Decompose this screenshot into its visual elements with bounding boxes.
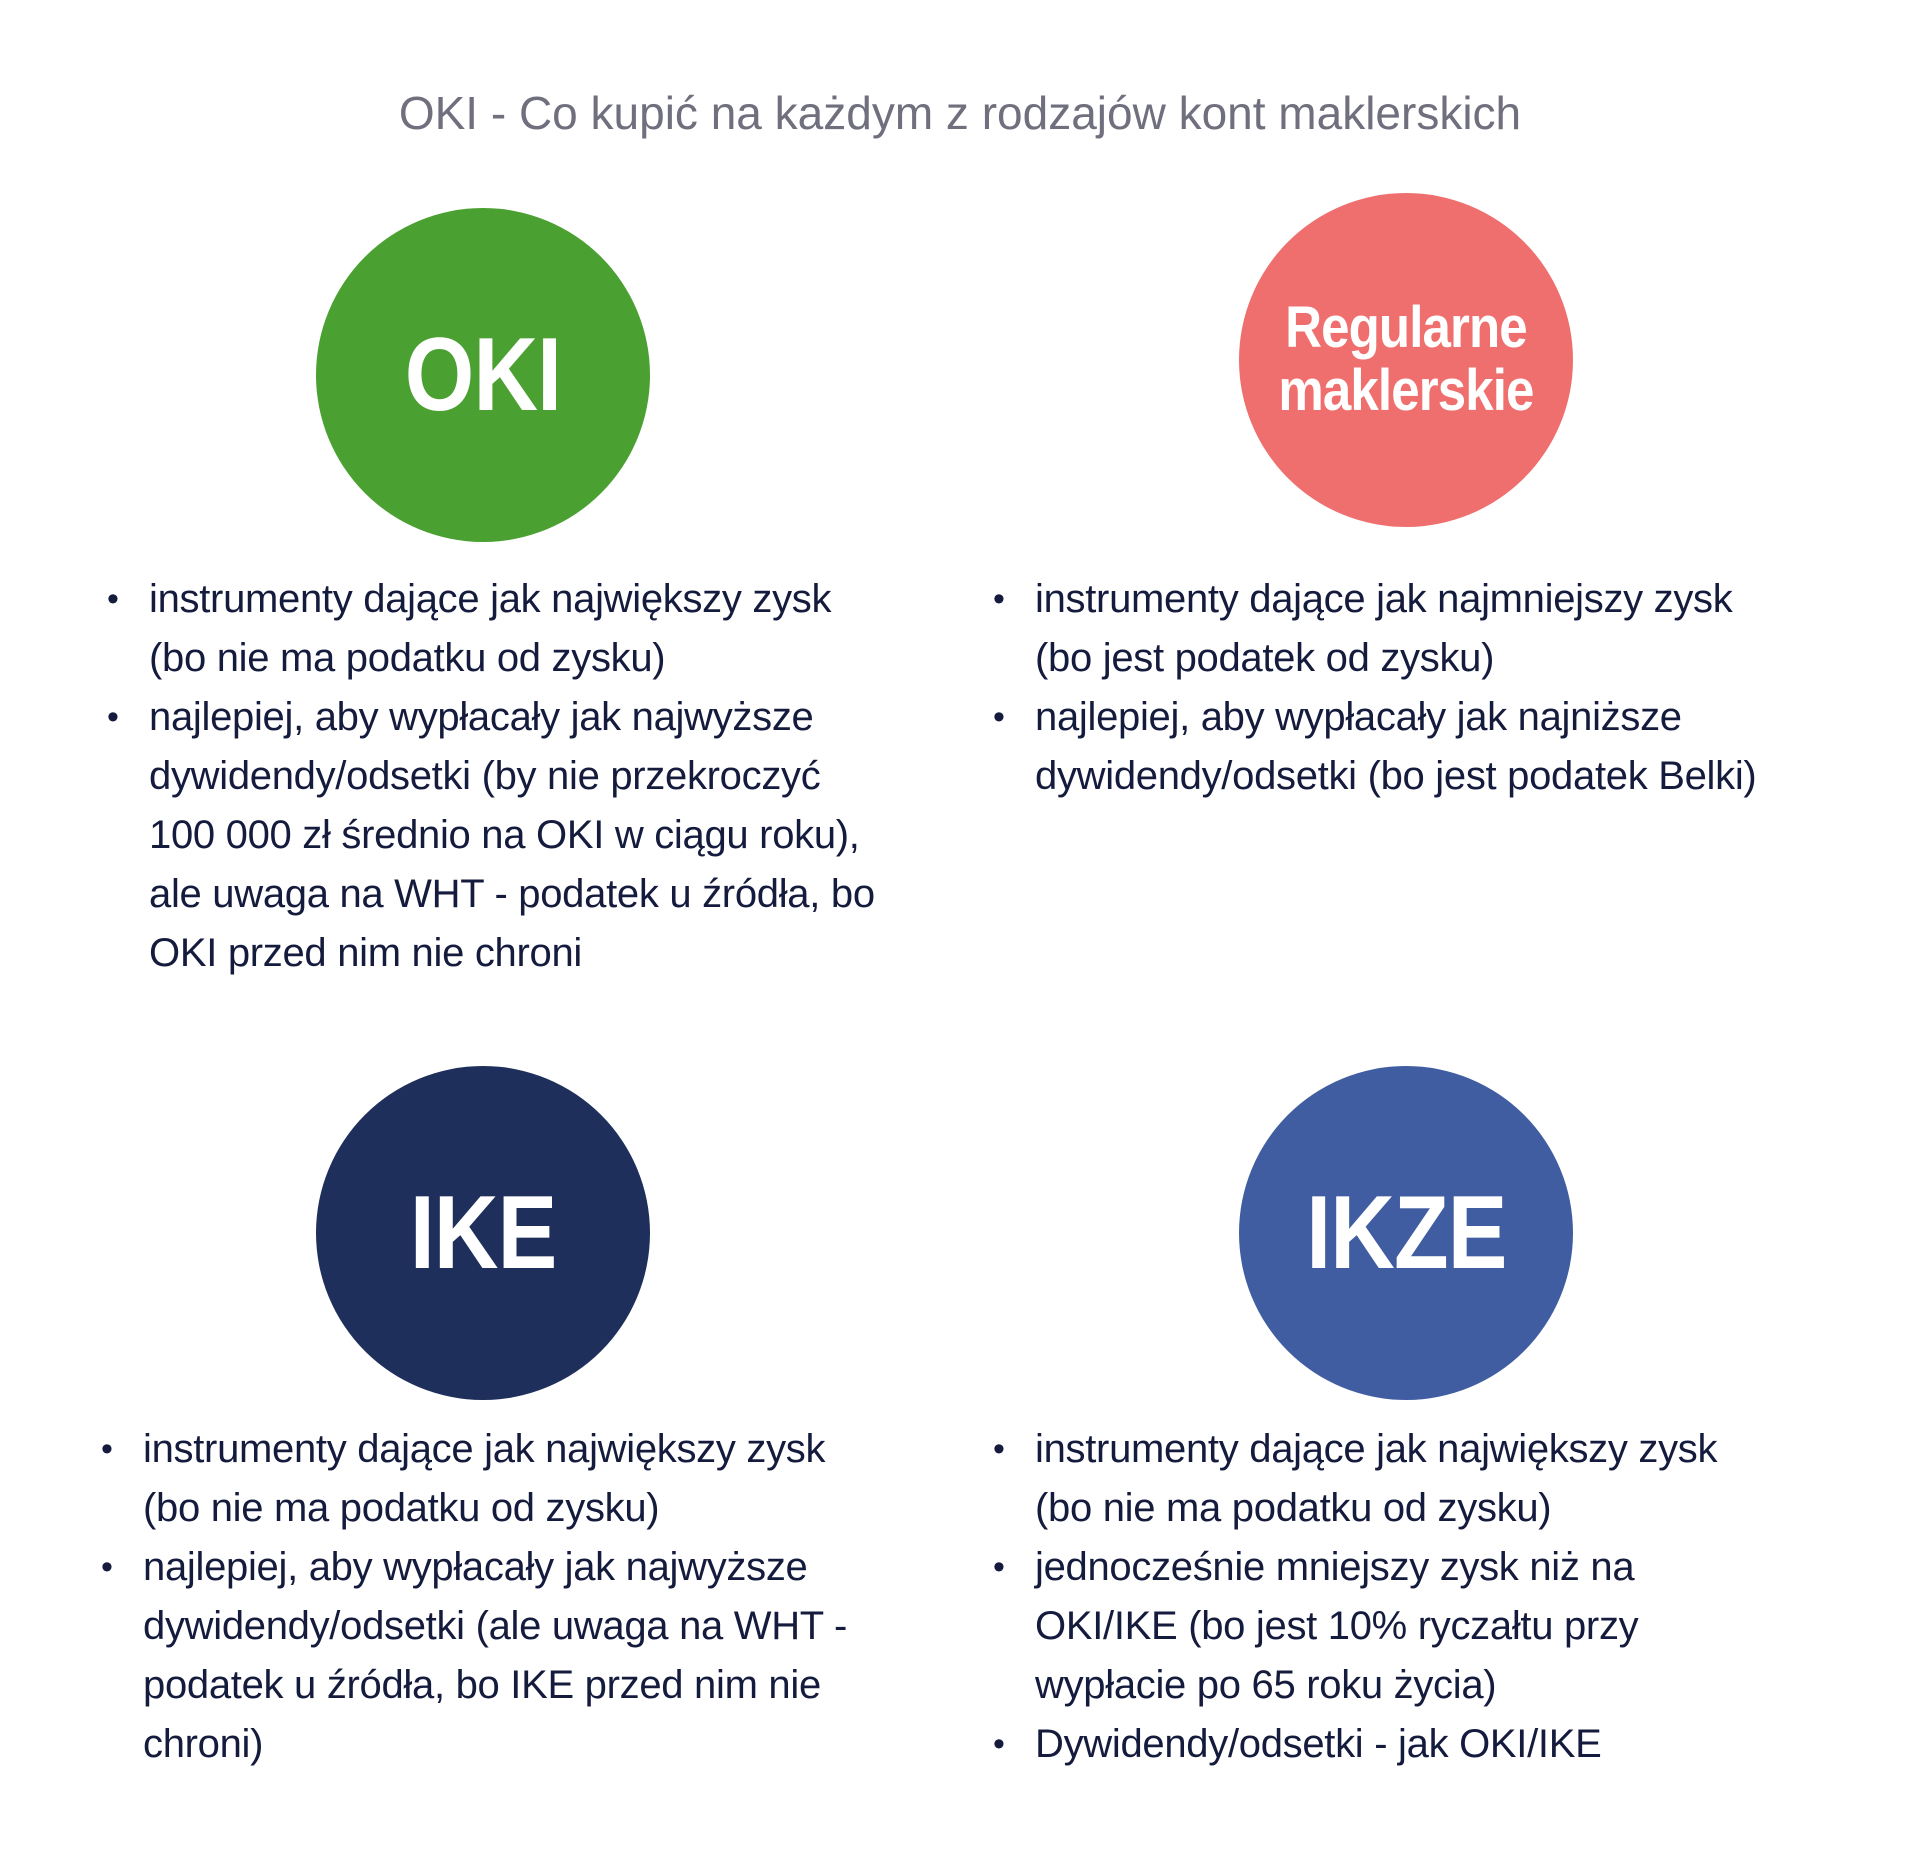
ikze-bullet-list xyxy=(993,1420,1775,1774)
regularne-circle xyxy=(1239,193,1573,527)
list-item: • najlepiej, aby wypłacały jak najwyższe dywidendy/odsetki (by nie przekroczyć 100 000 zł średnio na OKI w ciągu roku), ale uwaga na WHT - podatek u źródła, bo OKI przed nim nie chroni xyxy=(149,688,889,983)
ikze-circle-label: IKZE xyxy=(1305,1174,1507,1291)
oki-bullet-list xyxy=(107,570,889,983)
list-item: • instrumenty dające jak najmniejszy zysk (bo jest podatek od zysku) xyxy=(1035,570,1775,688)
list-item: • Dywidendy/odsetki - jak OKI/IKE xyxy=(1035,1715,1775,1774)
oki-circle xyxy=(316,208,650,542)
page-title: OKI - Co kupić na każdym z rodzajów kont maklerskich xyxy=(398,87,1522,139)
bullet-icon: • xyxy=(993,698,1005,736)
bullet-icon: • xyxy=(993,1548,1005,1586)
ikze-circle xyxy=(1239,1066,1573,1400)
ike-circle xyxy=(316,1066,650,1400)
bullet-icon: • xyxy=(993,1430,1005,1468)
ike-bullet-list xyxy=(101,1420,883,1774)
bullet-icon: • xyxy=(101,1430,113,1468)
regularne-bullet-list xyxy=(993,570,1775,806)
bullet-icon: • xyxy=(993,1725,1005,1763)
bullet-icon: • xyxy=(993,580,1005,618)
list-item: • jednocześnie mniejszy zysk niż na OKI/IKE (bo jest 10% ryczałtu przy wypłacie po 65 roku życia) xyxy=(1035,1538,1775,1715)
list-item: • instrumenty dające jak największy zysk (bo nie ma podatku od zysku) xyxy=(149,570,889,688)
ike-circle-label: IKE xyxy=(409,1174,557,1291)
list-item: • instrumenty dające jak największy zysk (bo nie ma podatku od zysku) xyxy=(143,1420,883,1538)
bullet-icon: • xyxy=(107,580,119,618)
oki-circle-label: OKI xyxy=(404,316,562,433)
list-item: • najlepiej, aby wypłacały jak najniższe dywidendy/odsetki (bo jest podatek Belki) xyxy=(1035,688,1775,806)
bullet-icon: • xyxy=(107,698,119,736)
bullet-icon: • xyxy=(101,1548,113,1586)
regularne-circle-label: Regularne maklerskie xyxy=(1278,295,1534,423)
list-item: • instrumenty dające jak największy zysk (bo nie ma podatku od zysku) xyxy=(1035,1420,1775,1538)
list-item: • najlepiej, aby wypłacały jak najwyższe dywidendy/odsetki (ale uwaga na WHT - podatek u źródła, bo IKE przed nim nie chroni) xyxy=(143,1538,883,1774)
